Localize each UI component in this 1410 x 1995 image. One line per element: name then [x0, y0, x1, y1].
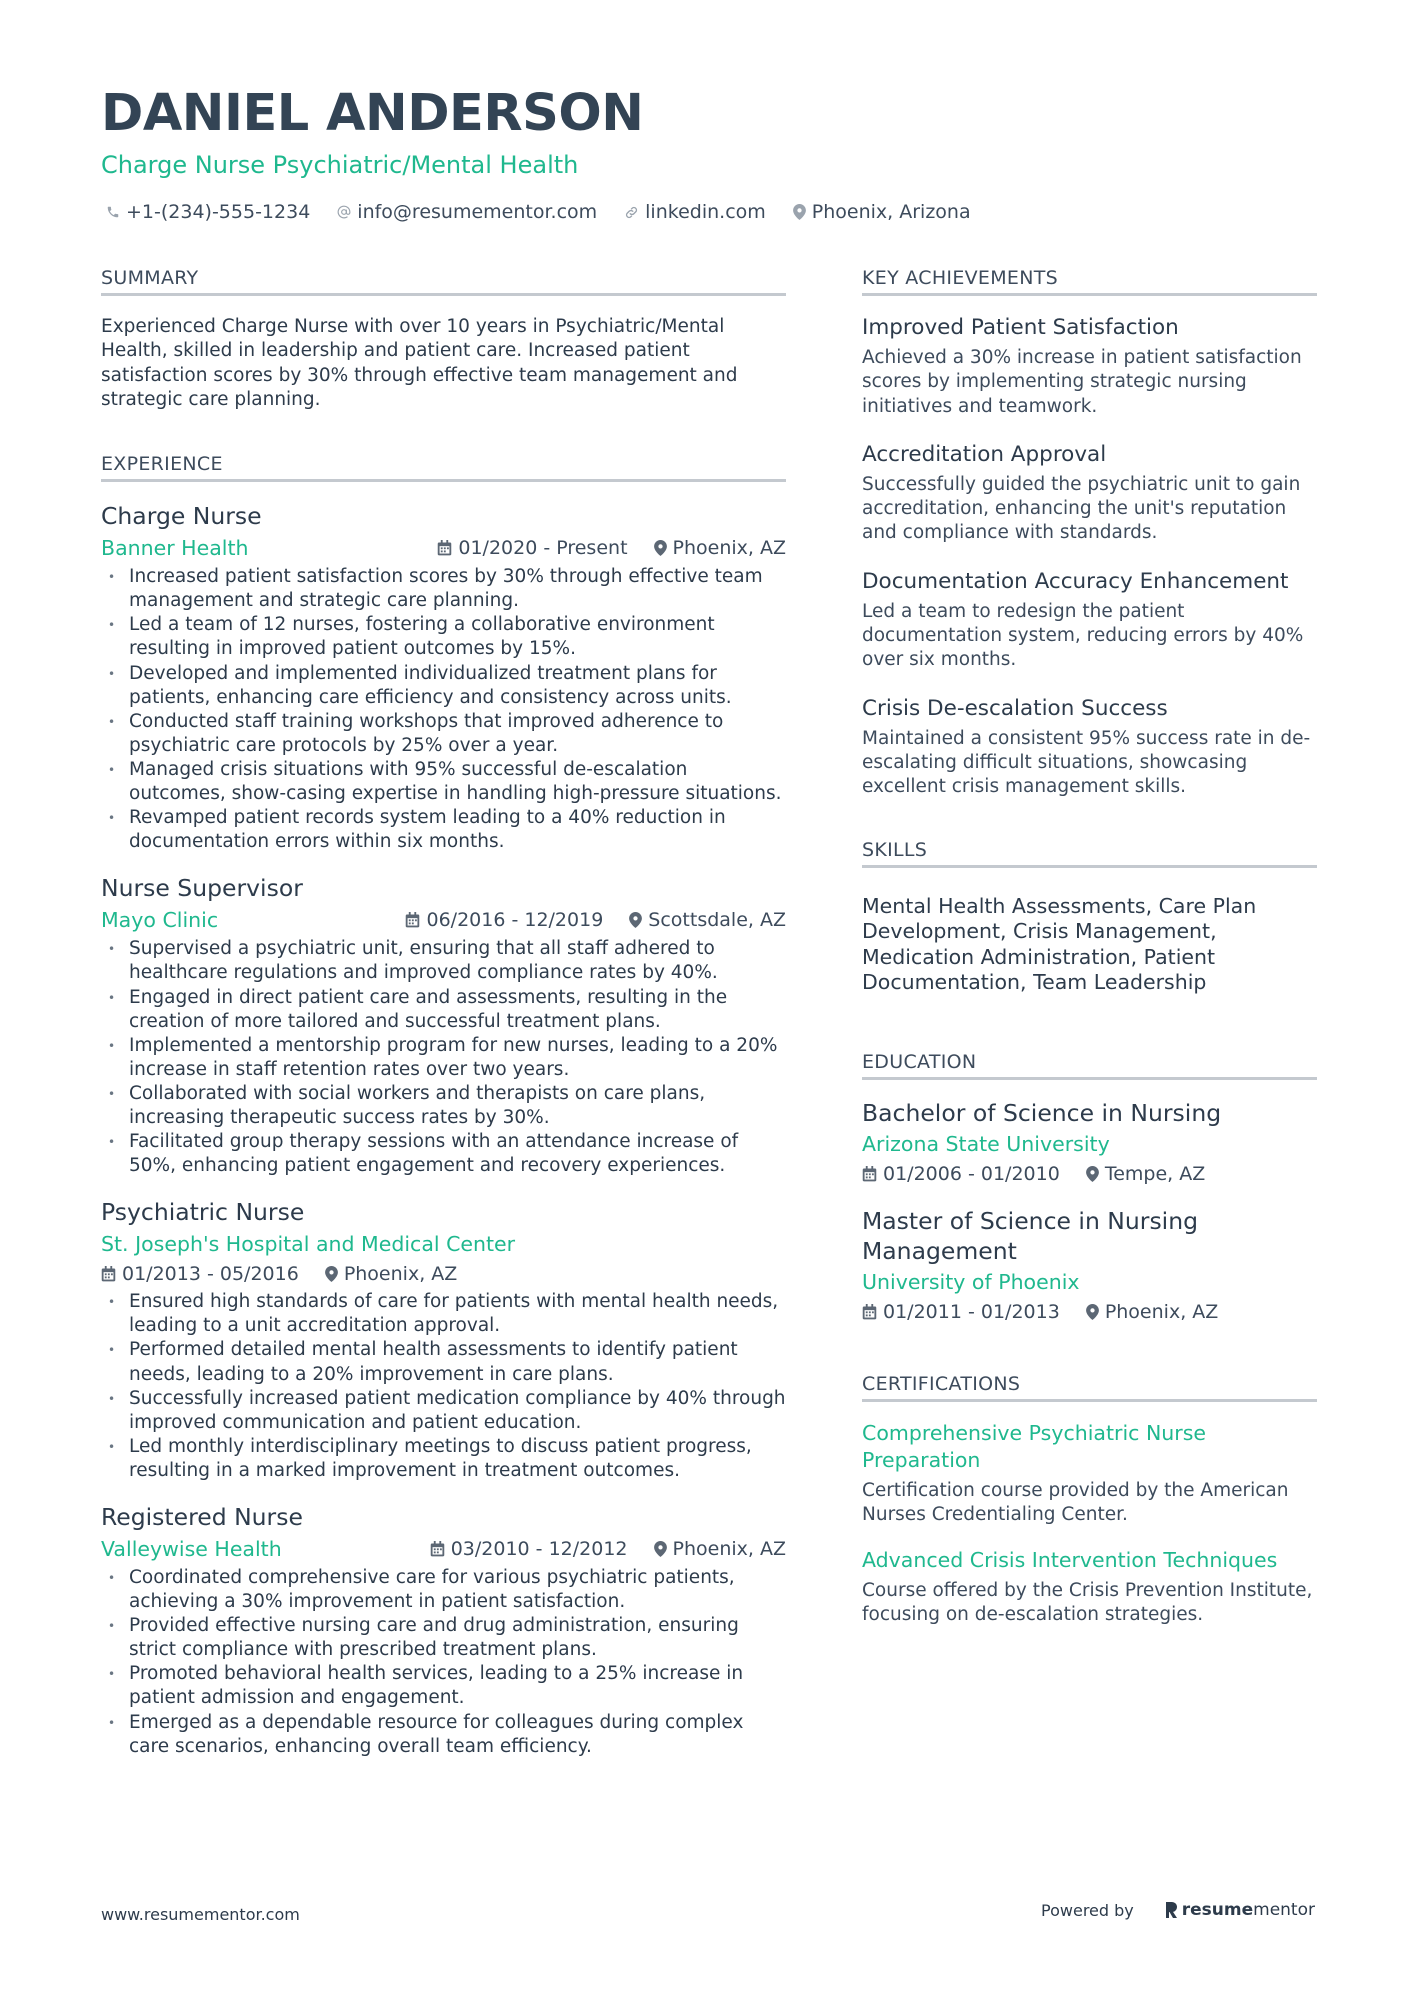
- experience-heading: EXPERIENCE: [101, 452, 786, 482]
- calendar-icon: [862, 1166, 877, 1182]
- map-pin-icon: [1086, 1304, 1099, 1320]
- achievement-title: Crisis De-escalation Success: [862, 695, 1168, 721]
- education-location: Phoenix, AZ: [1104, 1300, 1219, 1323]
- education-school: University of Phoenix: [862, 1269, 1080, 1294]
- list-item: • Provided effective nursing care and drug administration, ensuring strict compliance with prescribed treatment plans.: [101, 1614, 786, 1662]
- education-school: Arizona State University: [862, 1131, 1110, 1156]
- contact-linkedin: [624, 200, 766, 224]
- education-section: [862, 1050, 1317, 1324]
- powered-by-text: Powered by: [1041, 1900, 1134, 1920]
- achievement-item: [862, 314, 1317, 419]
- phone-icon: [106, 205, 120, 219]
- certifications-section: [862, 1372, 1317, 1628]
- job-location: Phoenix, AZ: [672, 537, 786, 560]
- calendar-icon: [101, 1266, 116, 1282]
- achievement-title: Documentation Accuracy Enhancement: [862, 568, 1289, 594]
- job-location: Phoenix, AZ: [672, 1538, 786, 1560]
- email-text: info@resumementor.com: [357, 201, 598, 223]
- brand-name-b: mentor: [1253, 1900, 1315, 1920]
- map-pin-icon: [654, 1541, 667, 1557]
- achievements-heading: KEY ACHIEVEMENTS: [862, 266, 1317, 296]
- list-item: • Successfully increased patient medication compliance by 40% through improved communication and patient education.: [101, 1387, 786, 1435]
- certification-title: Comprehensive Psychiatric Nurse Preparation: [862, 1420, 1206, 1472]
- link-icon: [624, 205, 639, 220]
- calendar-icon: [437, 540, 452, 556]
- calendar-icon: [430, 1541, 445, 1557]
- job-company: Mayo Clinic: [101, 908, 219, 933]
- right-column: [862, 266, 1317, 1628]
- calendar-icon: [862, 1304, 877, 1320]
- job-bullets: [101, 1566, 786, 1759]
- brand-name-a: resume: [1181, 1900, 1254, 1920]
- list-item: • Engaged in direct patient care and assessments, resulting in the creation of more tailored and successful treatment plans.: [101, 986, 786, 1034]
- job-company: Valleywise Health: [101, 1537, 282, 1561]
- list-item: • Increased patient satisfaction scores by 30% through effective team management and strategic care planning.: [101, 565, 786, 613]
- job-entry: [101, 502, 786, 854]
- certification-desc: Course offered by the Crisis Prevention Institute, focusing on de-escalation strategies.: [862, 1580, 1313, 1626]
- map-pin-icon: [654, 540, 667, 556]
- education-item: [862, 1206, 1317, 1324]
- achievement-item: [862, 695, 1317, 800]
- achievement-desc: Led a team to redesign the patient documentation system, reducing errors by 40% over six months.: [862, 600, 1304, 671]
- summary-text: Experienced Charge Nurse with over 10 years in Psychiatric/Mental Health, skilled in leadership and patient care. Increased patient satisfaction scores by 30% through effective team management and strategic care planning.: [101, 316, 738, 410]
- job-entry: [101, 874, 786, 1178]
- footer-brand: [1041, 1900, 1315, 1920]
- certification-desc: Certification course provided by the American Nurses Credentialing Center.: [862, 1479, 1289, 1525]
- education-degree: Bachelor of Science in Nursing: [862, 1098, 1222, 1127]
- education-dates: 01/2006 - 01/2010: [883, 1162, 1060, 1185]
- contact-location: [793, 200, 971, 224]
- education-degree: Master of Science in Nursing Management: [862, 1206, 1199, 1265]
- job-dates: 06/2016 - 12/2019: [426, 909, 604, 932]
- job-dates: 01/2013 - 05/2016: [122, 1263, 299, 1286]
- job-title: Charge Nurse: [101, 502, 262, 531]
- job-dates: 01/2020 - Present: [458, 537, 628, 560]
- job-company: St. Joseph's Hospital and Medical Center: [101, 1232, 516, 1257]
- map-pin-icon: [793, 204, 806, 220]
- list-item: • Revamped patient records system leading to a 40% reduction in documentation errors within six months.: [101, 806, 786, 854]
- education-heading: EDUCATION: [862, 1050, 1317, 1080]
- candidate-title: Charge Nurse Psychiatric/Mental Health: [101, 151, 579, 179]
- summary-heading: SUMMARY: [101, 266, 786, 296]
- achievement-title: Accreditation Approval: [862, 441, 1107, 467]
- experience-section: [101, 452, 786, 1759]
- skills-section: [862, 838, 1317, 996]
- achievement-title: Improved Patient Satisfaction: [862, 315, 1179, 340]
- phone-text: +1-(234)-555-1234: [126, 201, 311, 223]
- job-bullets: [101, 937, 786, 1178]
- calendar-icon: [405, 912, 420, 928]
- achievement-item: [862, 441, 1317, 546]
- job-company: Banner Health: [101, 536, 249, 561]
- map-pin-icon: [1086, 1166, 1099, 1182]
- job-bullets: [101, 565, 786, 854]
- at-icon: [337, 205, 351, 219]
- certifications-heading: CERTIFICATIONS: [862, 1372, 1317, 1402]
- map-pin-icon: [325, 1266, 338, 1282]
- contact-phone: [106, 200, 310, 224]
- contact-email: [337, 200, 597, 224]
- achievements-section: [862, 266, 1317, 800]
- achievement-desc: Maintained a consistent 95% success rate in de-escalating difficult situations, showcasing excellent crisis management skills.: [862, 727, 1311, 798]
- job-entry: [101, 1503, 786, 1759]
- job-dates: 03/2010 - 12/2012: [450, 1538, 628, 1560]
- list-item: • Led a team of 12 nurses, fostering a collaborative environment resulting in improved patient outcomes by 15%.: [101, 613, 786, 661]
- job-title: Registered Nurse: [101, 1503, 303, 1531]
- job-bullets: [101, 1290, 786, 1483]
- list-item: • Promoted behavioral health services, leading to a 25% increase in patient admission and engagement.: [101, 1662, 786, 1710]
- list-item: • Supervised a psychiatric unit, ensuring that all staff adhered to healthcare regulations and improved compliance rates by 40%.: [101, 937, 786, 985]
- linkedin-text: linkedin.com: [645, 201, 766, 223]
- list-item: • Facilitated group therapy sessions with an attendance increase of 50%, enhancing patient engagement and recovery experiences.: [101, 1130, 786, 1178]
- job-title: Psychiatric Nurse: [101, 1198, 305, 1227]
- list-item: • Collaborated with social workers and therapists on care plans, increasing therapeutic success rates by 30%.: [101, 1082, 786, 1130]
- list-item: • Performed detailed mental health assessments to identify patient needs, leading to a 20% improvement in care plans.: [101, 1338, 786, 1386]
- job-location: Scottsdale, AZ: [648, 909, 786, 932]
- job-title: Nurse Supervisor: [101, 874, 303, 903]
- education-dates: 01/2011 - 01/2013: [883, 1300, 1060, 1323]
- list-item: • Coordinated comprehensive care for various psychiatric patients, achieving a 30% improvement in patient satisfaction.: [101, 1566, 786, 1614]
- list-item: • Developed and implemented individualized treatment plans for patients, enhancing care efficiency and consistency across units.: [101, 662, 786, 710]
- list-item: • Led monthly interdisciplinary meetings to discuss patient progress, resulting in a marked improvement in treatment outcomes.: [101, 1435, 786, 1483]
- list-item: • Implemented a mentorship program for new nurses, leading to a 20% increase in staff retention rates over two years.: [101, 1034, 786, 1082]
- certification-item: [862, 1420, 1317, 1528]
- resumementor-logo-icon: [1164, 1901, 1178, 1919]
- education-location: Tempe, AZ: [1104, 1162, 1206, 1185]
- education-item: [862, 1098, 1317, 1186]
- list-item: • Conducted staff training workshops that improved adherence to psychiatric care protocols by 25% over a year.: [101, 710, 786, 758]
- job-entry: [101, 1198, 786, 1483]
- certification-title: Advanced Crisis Intervention Techniques: [862, 1548, 1278, 1573]
- certification-item: [862, 1547, 1317, 1628]
- summary-section: [101, 266, 786, 412]
- left-column: [101, 266, 786, 1759]
- achievement-desc: Successfully guided the psychiatric unit to gain accreditation, enhancing the unit's reputation and compliance with standards.: [862, 473, 1301, 544]
- skills-heading: SKILLS: [862, 838, 1317, 868]
- location-text: Phoenix, Arizona: [811, 201, 971, 223]
- list-item: • Emerged as a dependable resource for colleagues during complex care scenarios, enhancing overall team efficiency.: [101, 1711, 786, 1759]
- brand-logo[interactable]: [1164, 1900, 1315, 1920]
- candidate-name: DANIEL ANDERSON: [101, 84, 644, 143]
- footer-url[interactable]: www.resumementor.com: [101, 1905, 300, 1924]
- map-pin-icon: [629, 912, 642, 928]
- skills-text: Mental Health Assessments, Care Plan Development, Crisis Management, Medication Administration, Patient Documentation, Team Leadership: [862, 893, 1257, 995]
- contact-bar: [106, 200, 998, 224]
- list-item: • Ensured high standards of care for patients with mental health needs, leading to a unit accreditation approval.: [101, 1290, 786, 1338]
- achievement-desc: Achieved a 30% increase in patient satisfaction scores by implementing strategic nursing initiatives and teamwork.: [862, 347, 1302, 417]
- achievement-item: [862, 568, 1317, 673]
- list-item: • Managed crisis situations with 95% successful de-escalation outcomes, show-casing expertise in handling high-pressure situations.: [101, 758, 786, 806]
- job-location: Phoenix, AZ: [343, 1263, 458, 1286]
